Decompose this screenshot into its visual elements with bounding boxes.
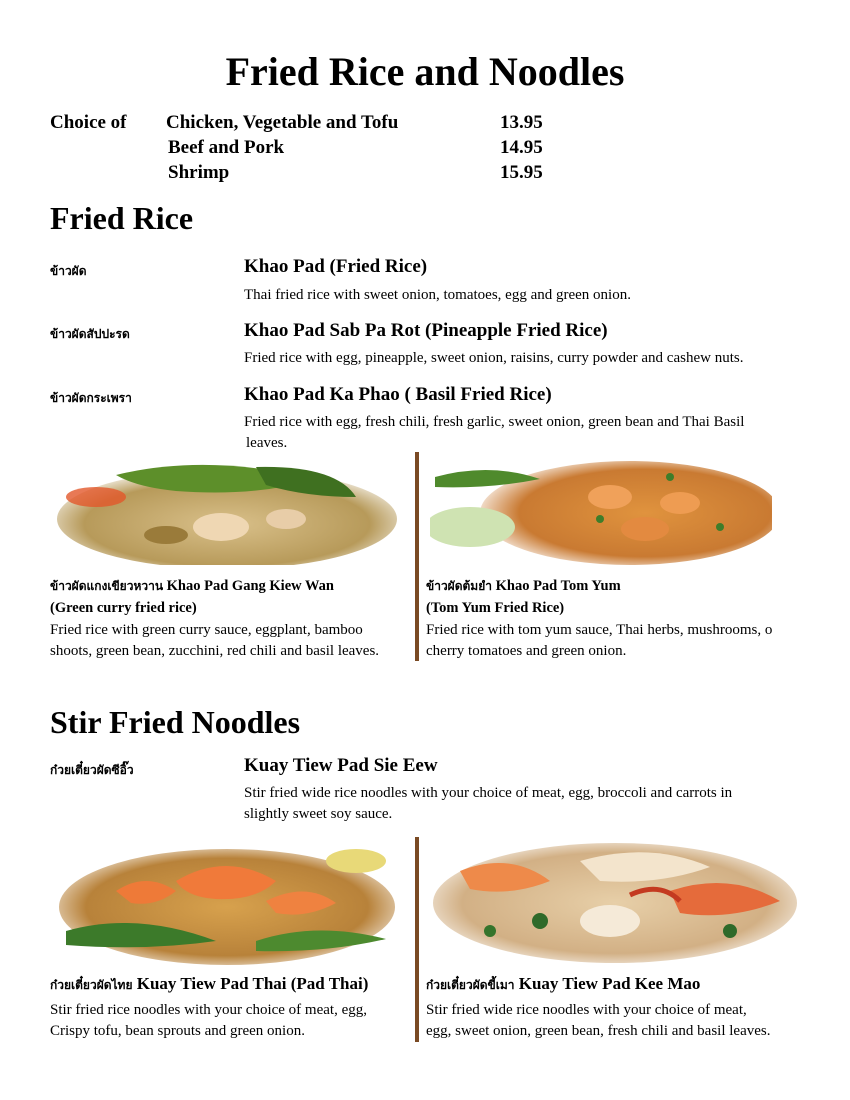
column-divider — [415, 837, 419, 1042]
price-value: 15.95 — [500, 162, 543, 183]
description-line: Stir fried rice noodles with your choice of meat, egg, — [50, 1002, 367, 1018]
description-line: shoots, green bean, zucchini, red chili and basil leaves. — [50, 643, 380, 659]
section-title-fried-rice: Fried Rice — [50, 200, 194, 236]
description-line: leaves. — [246, 435, 288, 451]
menu-item-name: Kuay Tiew Pad Sie Eew — [244, 755, 438, 776]
pad-thai-photo — [56, 841, 398, 965]
description-line: Crispy tofu, bean sprouts and green onion. — [50, 1023, 305, 1039]
price-option: Shrimp — [168, 162, 230, 183]
thai-name: ข้าวผัดกระเพรา — [50, 391, 132, 405]
thai-name: ก๋วยเตี๋ยวผัดซีอิ๊ว — [50, 763, 134, 777]
column-divider — [415, 452, 419, 661]
choice-label: Choice of — [50, 112, 127, 133]
menu-item-description — [50, 1000, 367, 1042]
price-value: 14.95 — [500, 137, 543, 158]
thai-name: ข้าวผัด — [50, 264, 87, 278]
menu-item-name: Khao Pad Ka Phao ( Basil Fried Rice) — [244, 384, 552, 405]
menu-item-subtitle: (Tom Yum Fried Rice) — [426, 600, 565, 616]
menu-item-description — [244, 783, 819, 825]
tom-yum-fried-rice-photo — [430, 457, 772, 565]
description-line: Fried rice with egg, fresh chili, fresh garlic, sweet onion, green bean and Thai Basil — [244, 414, 745, 430]
description-line: Stir fried wide rice noodles with your choice of meat, egg, broccoli and carrots in — [244, 785, 733, 801]
price-value: 13.95 — [500, 112, 543, 133]
page-title: Fried Rice and Noodles — [225, 49, 625, 94]
menu-item-name: Khao Pad Tom Yum — [495, 578, 621, 594]
description-line: slightly sweet soy sauce. — [244, 806, 393, 822]
menu-item-description: Thai fried rice with sweet onion, tomatoes, egg and green onion. — [244, 287, 631, 303]
menu-item-description — [426, 620, 814, 662]
menu-item-name: Kuay Tiew Pad Kee Mao — [518, 974, 701, 993]
price-row — [168, 135, 543, 160]
section-title-noodles: Stir Fried Noodles — [50, 704, 301, 740]
price-row — [166, 110, 543, 135]
photo-item-title — [50, 575, 334, 597]
thai-name: ก๋วยเตี๋ยวผัดไทย — [50, 978, 133, 992]
price-option: Beef and Pork — [168, 137, 285, 158]
description-line: Fried rice with tom yum sauce, Thai herbs, mushrooms, o — [426, 622, 773, 638]
thai-name: ข้าวผัดสัปปะรด — [50, 327, 130, 341]
menu-item-name: Khao Pad Gang Kiew Wan — [166, 578, 334, 594]
price-row — [168, 160, 543, 185]
thai-name: ก๋วยเตี๋ยวผัดขี้เมา — [426, 978, 515, 992]
photo-item-title — [426, 974, 700, 995]
description-line: cherry tomatoes and green onion. — [426, 643, 627, 659]
menu-item-description — [50, 620, 379, 662]
description-line: Fried rice with green curry sauce, eggplant, bamboo — [50, 622, 363, 638]
photo-item-title — [426, 575, 621, 597]
menu-item-description — [426, 1000, 770, 1042]
menu-item-description — [244, 412, 819, 454]
description-line: egg, sweet onion, green bean, fresh chili and basil leaves. — [426, 1023, 771, 1039]
thai-name: ข้าวผัดแกงเขียวหวาน — [50, 579, 164, 593]
menu-item-description: Fried rice with egg, pineapple, sweet onion, raisins, curry powder and cashew nuts. — [244, 350, 744, 366]
menu-item-name: Khao Pad (Fried Rice) — [244, 256, 428, 277]
description-line: Stir fried wide rice noodles with your choice of meat, — [426, 1002, 747, 1018]
kee-mao-photo — [430, 841, 800, 965]
price-option: Chicken, Vegetable and Tofu — [166, 112, 399, 133]
green-curry-fried-rice-photo — [56, 457, 398, 565]
thai-name: ข้าวผัดต้มยำ — [426, 579, 492, 593]
photo-item-title — [50, 974, 368, 995]
menu-item-name: Kuay Tiew Pad Thai (Pad Thai) — [136, 974, 369, 993]
menu-item-name: Khao Pad Sab Pa Rot (Pineapple Fried Rice) — [244, 320, 608, 341]
menu-item-subtitle: (Green curry fried rice) — [50, 600, 197, 616]
